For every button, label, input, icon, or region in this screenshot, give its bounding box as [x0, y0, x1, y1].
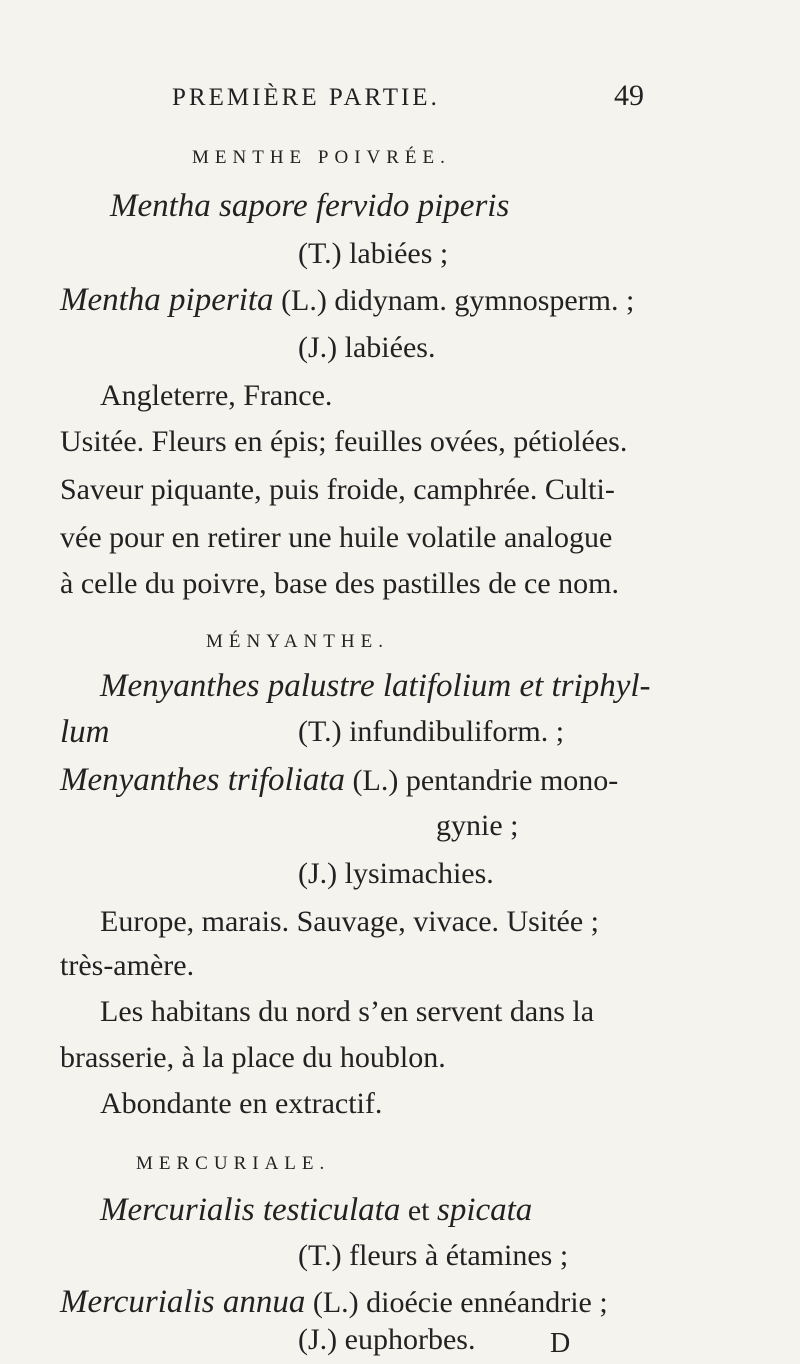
text-line: Abondante en extractif.	[100, 1087, 383, 1120]
text-line: (T.) fleurs à étamines ;	[298, 1239, 569, 1272]
text-fragment: (L.) didynam. gymnosperm. ;	[273, 284, 635, 317]
text-line: Les habitans du nord s’en servent dans la	[100, 995, 595, 1028]
text-line	[60, 282, 634, 319]
text-line: très-amère.	[60, 949, 195, 982]
text-line	[60, 1284, 608, 1321]
text-line: Europe, marais. Sauvage, vivace. Usitée ;	[100, 905, 599, 938]
text-line: (J.) labiées.	[298, 331, 436, 364]
text-fragment: (L.) dioécie ennéandrie ;	[305, 1286, 608, 1319]
text-line: (J.) euphorbes.	[298, 1323, 476, 1356]
text-line: (T.) infundibuliform. ;	[298, 715, 565, 748]
text-line: vée pour en retirer une huile volatile analogue	[60, 521, 613, 554]
text-line	[60, 762, 618, 799]
text-line	[100, 1192, 532, 1229]
entry-heading-menyanthe: MÉNYANTHE.	[206, 631, 389, 652]
text-line: (J.) lysimachies.	[298, 857, 494, 890]
latin-name: Menyanthes trifoliata	[60, 762, 346, 798]
text-line: (T.) labiées ;	[298, 237, 449, 270]
entry-heading-menthe: MENTHE POIVRÉE.	[192, 147, 451, 168]
text-line: gynie ;	[436, 809, 519, 842]
text-fragment: et	[400, 1194, 437, 1227]
signature-mark: D	[550, 1328, 571, 1359]
text-line	[60, 714, 110, 751]
latin-name: Menyanthes palustre latifolium et triphyl-	[100, 668, 651, 704]
latin-name: Mercurialis annua	[60, 1284, 306, 1320]
text-line: Usitée. Fleurs en épis; feuilles ovées, pétiolées.	[60, 425, 628, 458]
latin-name: Mercurialis testiculata	[100, 1192, 401, 1228]
latin-name: Mentha sapore fervido piperis	[110, 188, 510, 224]
latin-name: Mentha piperita	[60, 282, 274, 318]
latin-name: spicata	[436, 1192, 533, 1228]
text-fragment: (L.) pentandrie mono-	[345, 764, 619, 797]
text-line: brasserie, à la place du houblon.	[60, 1041, 446, 1074]
running-title: PREMIÈRE PARTIE.	[172, 84, 440, 111]
latin-name: lum	[60, 714, 110, 750]
entry-heading-mercuriale: MERCURIALE.	[136, 1153, 331, 1174]
text-line: Saveur piquante, puis froide, camphrée. Culti-	[60, 473, 615, 506]
text-line: Angleterre, France.	[100, 379, 333, 412]
text-line: à celle du poivre, base des pastilles de ce nom.	[60, 567, 619, 600]
page-number: 49	[614, 79, 644, 112]
